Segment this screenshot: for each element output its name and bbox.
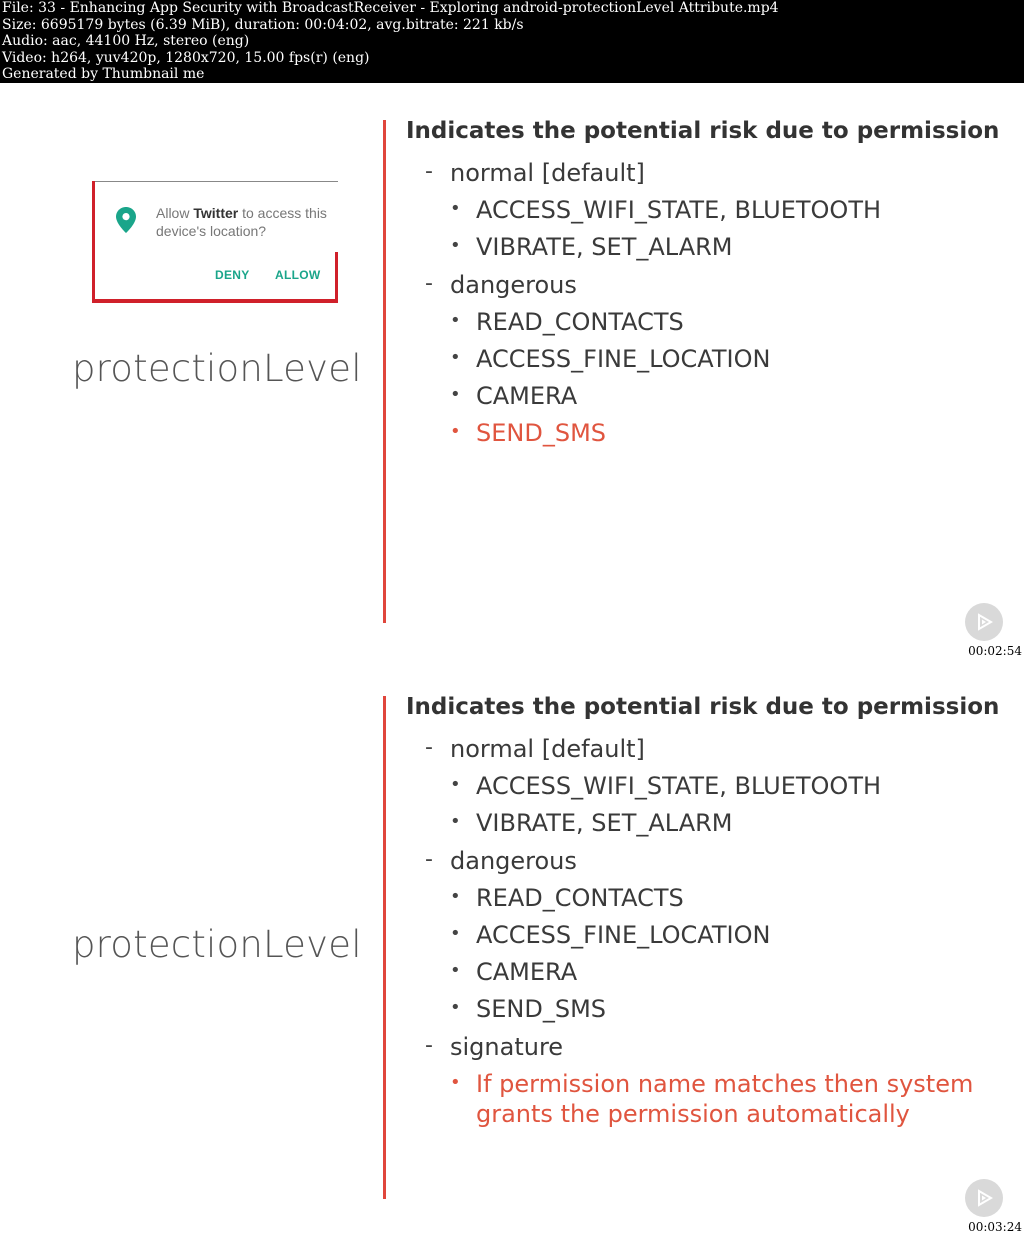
category-item: dangerous [450,270,577,299]
play-button[interactable] [965,603,1003,641]
dot-bullet: • [450,347,461,368]
allow-button[interactable]: ALLOW [275,268,321,282]
permission-item: CAMERA [476,382,578,411]
category-item: dangerous [450,846,577,875]
video-info: Video: h264, yuv420p, 1280x720, 15.00 fps(r) (eng) [2,49,370,66]
dash-bullet: - [425,159,433,184]
play-button[interactable] [965,1179,1003,1217]
file-info: File: 33 - Enhancing App Security with BroadcastReceiver - Exploring android-protectionLevel Attribute.mp4 [2,0,779,16]
divider-line [383,696,386,1199]
video-metadata-header [0,0,1024,83]
permission-item: VIBRATE, SET_ALARM [476,809,733,838]
permission-item: READ_CONTACTS [476,307,684,336]
dot-bullet: • [450,997,461,1019]
permission-item: VIBRATE, SET_ALARM [476,233,733,262]
category-item: signature [450,1032,564,1061]
play-icon [974,1188,994,1208]
dot-bullet: • [450,309,461,331]
dash-bullet: - [425,735,433,760]
highlight-border [335,252,338,303]
highlight-border [92,181,95,303]
dot-bullet: • [450,1071,461,1093]
slide-heading: Indicates the potential risk due to permission [406,694,1000,720]
deny-button[interactable]: DENY [215,268,250,282]
dash-bullet: - [425,270,433,296]
size-info: Size: 6695179 bytes (6.39 MiB), duration: 00:04:02, avg.bitrate: 221 kb/s [2,16,524,33]
audio-info: Audio: aac, 44100 Hz, stereo (eng) [2,33,250,50]
dialog-app-name: Twitter [193,205,239,221]
category-item: normal [default] [450,159,645,187]
permission-item: ACCESS_WIFI_STATE, BLUETOOTH [476,772,882,801]
permission-item: ACCESS_FINE_LOCATION [476,345,771,373]
dot-bullet: • [450,235,461,257]
dot-bullet: • [450,811,461,833]
dot-bullet: • [450,198,461,220]
permission-item: grants the permission automatically [476,1100,910,1129]
permission-item: READ_CONTACTS [476,883,684,912]
permission-item: ACCESS_WIFI_STATE, BLUETOOTH [476,196,882,225]
divider-line [383,120,386,623]
slide-heading: Indicates the potential risk due to permission [406,118,1000,144]
dot-bullet: • [450,421,461,443]
dash-bullet: - [425,846,433,872]
timestamp: 00:03:24 [968,1220,1022,1234]
permission-item: SEND_SMS [476,995,607,1024]
highlight-border [92,299,338,303]
dialog-border [95,181,338,182]
category-item: normal [default] [450,735,645,763]
permission-item: If permission name matches then system [476,1069,974,1098]
permission-item: ACCESS_FINE_LOCATION [476,921,771,949]
timestamp: 00:02:54 [968,644,1022,658]
video-frame-1 [0,83,1024,659]
dialog-message [156,204,332,240]
permission-dialog [92,181,338,303]
dot-bullet: • [450,384,461,406]
permission-item: CAMERA [476,958,578,987]
dot-bullet: • [450,960,461,982]
dash-bullet: - [425,1032,433,1058]
dot-bullet: • [450,885,461,907]
topic-title: protectionLevel [72,347,362,390]
dot-bullet: • [450,774,461,796]
permission-item: SEND_SMS [476,419,607,448]
play-icon [974,612,994,632]
dot-bullet: • [450,923,461,944]
video-frame-2 [0,659,1024,1235]
topic-title: protectionLevel [72,923,362,966]
location-pin-icon [116,207,136,233]
dialog-message-suffix: to access this device's location? [156,205,327,239]
dialog-message-prefix: Allow [156,205,190,221]
generator-info: Generated by Thumbnail me [2,66,205,83]
